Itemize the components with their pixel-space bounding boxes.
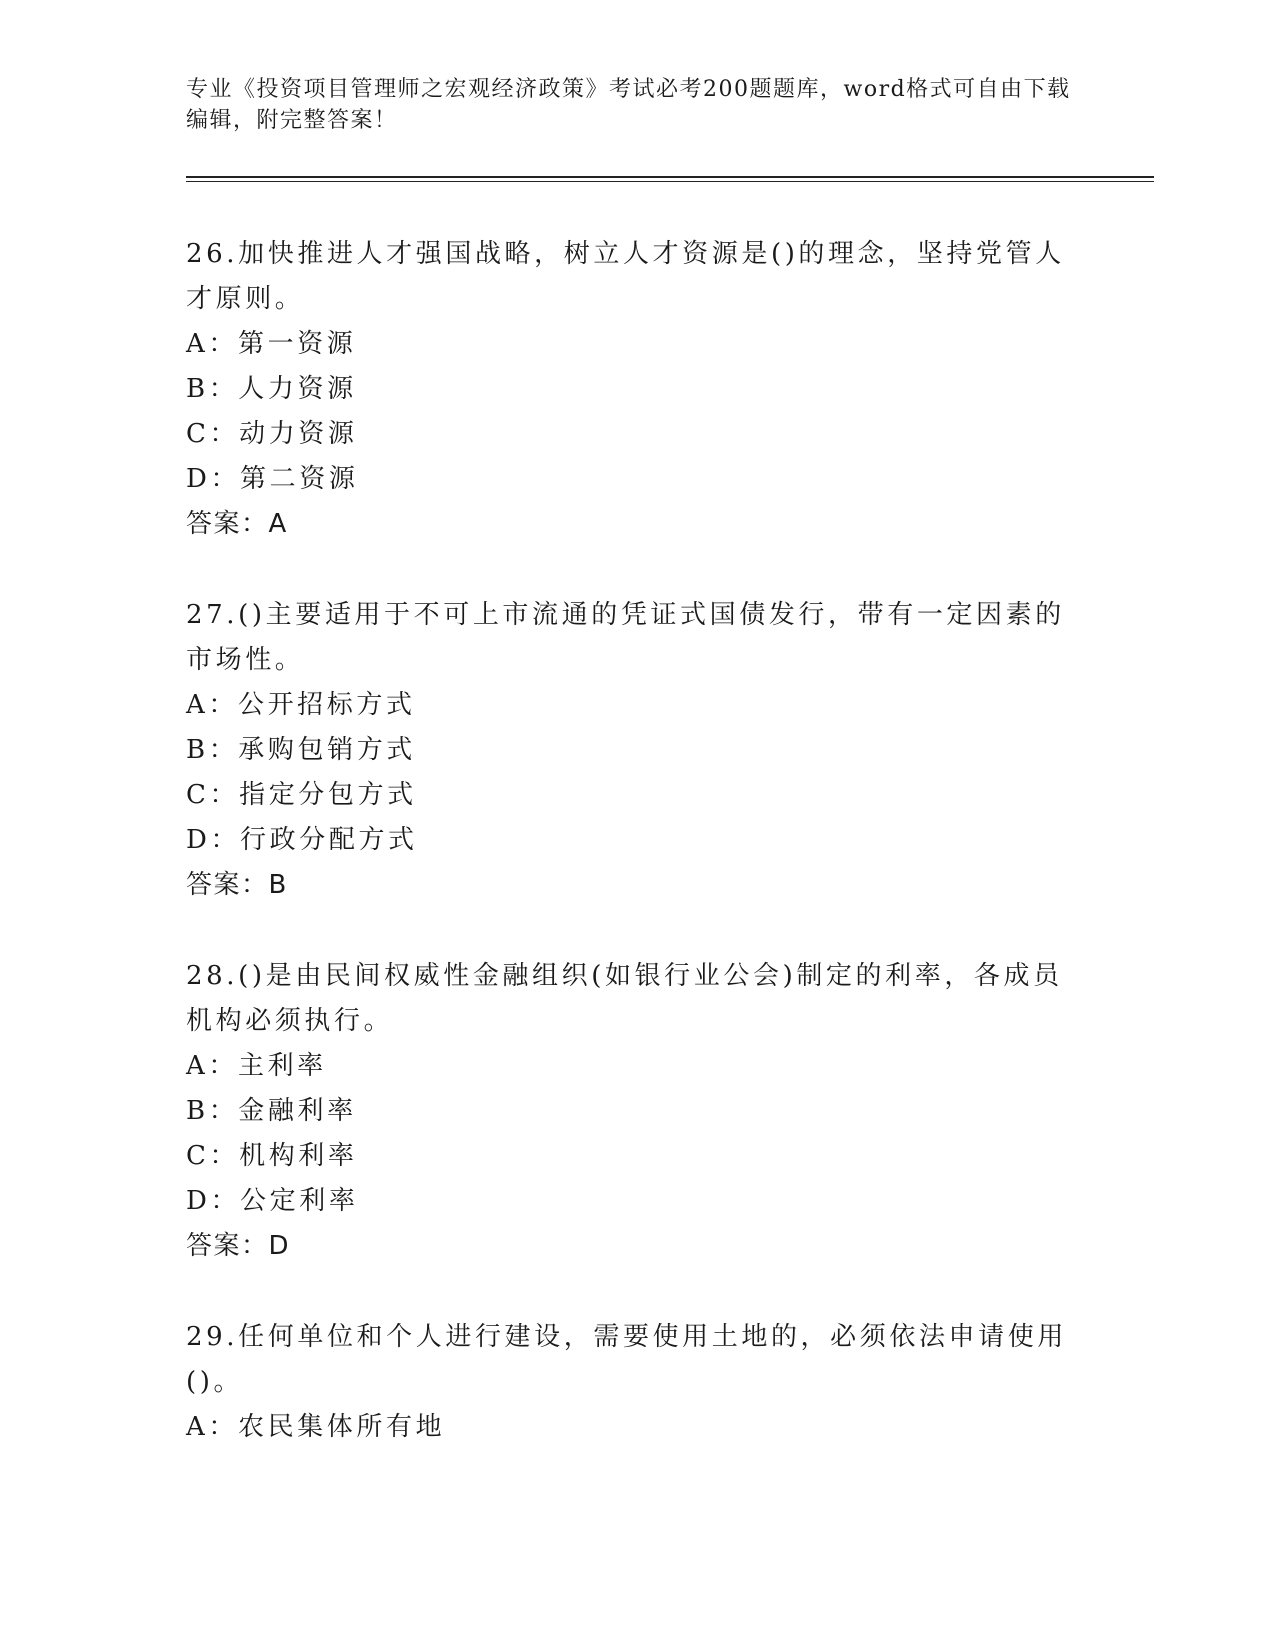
- option-c: C：机构利率: [186, 1141, 358, 1171]
- header-divider-thin: [186, 181, 1154, 182]
- answer: 答案：D: [186, 1231, 291, 1261]
- header-divider-thick: [186, 176, 1154, 178]
- question-27: [186, 593, 1076, 908]
- answer: 答案：B: [186, 870, 288, 900]
- option-d: D：第二资源: [186, 464, 359, 494]
- option-c: C：动力资源: [186, 419, 358, 449]
- question-list: [186, 232, 1076, 1496]
- option-b: B：承购包销方式: [186, 735, 416, 765]
- question-stem: 28.()是由民间权威性金融组织(如银行业公会)制定的利率，各成员机构必须执行。: [186, 961, 1063, 1036]
- question-stem: 27.()主要适用于不可上市流通的凭证式国债发行，带有一定因素的市场性。: [186, 600, 1065, 675]
- option-a: A：公开招标方式: [186, 690, 416, 720]
- option-a: A：第一资源: [186, 329, 357, 359]
- document-header: 专业《投资项目管理师之宏观经济政策》考试必考200题题库，word格式可自由下载编辑，附完整答案！: [186, 77, 1071, 133]
- answer: 答案：A: [186, 509, 288, 539]
- question-26: [186, 232, 1076, 547]
- option-a: A：主利率: [186, 1051, 327, 1081]
- option-d: D：公定利率: [186, 1186, 359, 1216]
- option-d: D：行政分配方式: [186, 825, 418, 855]
- option-b: B：金融利率: [186, 1096, 357, 1126]
- question-stem: 29.任何单位和个人进行建设，需要使用土地的，必须依法申请使用()。: [186, 1322, 1067, 1397]
- question-29: [186, 1315, 1076, 1450]
- option-a: A：农民集体所有地: [186, 1412, 446, 1442]
- question-stem: 26.加快推进人才强国战略，树立人才资源是()的理念，坚持党管人才原则。: [186, 239, 1065, 314]
- question-28: [186, 954, 1076, 1269]
- option-c: C：指定分包方式: [186, 780, 417, 810]
- option-b: B：人力资源: [186, 374, 357, 404]
